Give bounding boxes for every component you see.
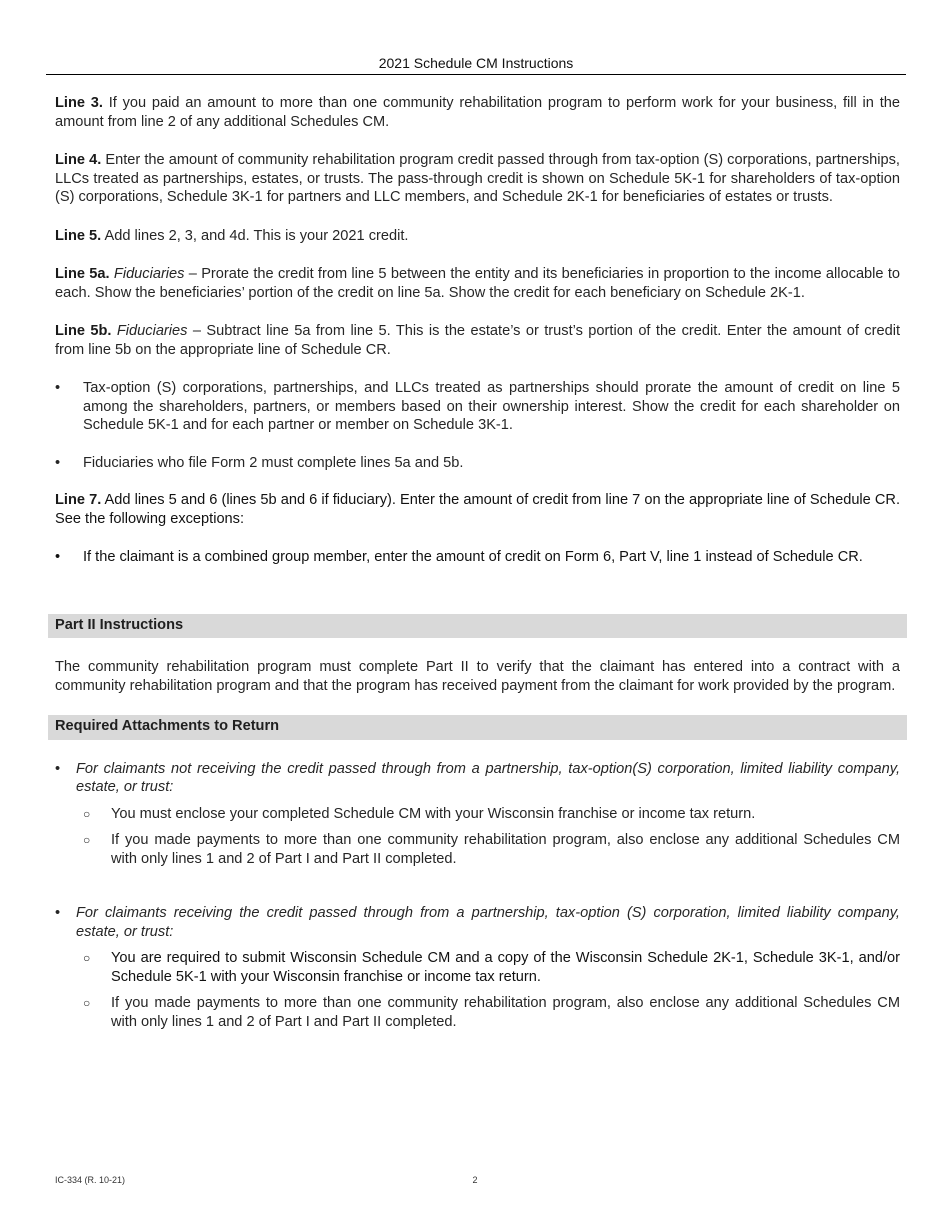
line-3-text: If you paid an amount to more than one community rehabilitation program to perform work for your business, fill in the amount from line 2 of any additional Schedules CM. bbox=[55, 95, 900, 130]
line-5-label: Line 5. bbox=[55, 227, 102, 244]
page-header: 2021 Schedule CM Instructions bbox=[46, 55, 906, 75]
line-5b-italic: Fiduciaries bbox=[116, 323, 188, 339]
list-item bbox=[55, 379, 900, 435]
list-item bbox=[55, 949, 900, 986]
part-2-heading: Part II Instructions bbox=[48, 614, 907, 639]
circle-bullet-icon: ○ bbox=[83, 951, 91, 965]
line-5b-label: Line 5b. bbox=[55, 323, 112, 339]
sub-item-text: You must enclose your completed Schedule CM with your Wisconsin franchise or income tax return. bbox=[111, 805, 756, 822]
bullet-icon: • bbox=[55, 905, 61, 921]
list-item bbox=[55, 831, 900, 868]
line-5b-text: – Subtract line 5a from line 5. This is the estate’s or trust’s portion of the credit. Enter the amount of credit from line 5b on the appropriate line of Schedule CR. bbox=[55, 323, 900, 358]
attachment-group bbox=[55, 904, 900, 1031]
line-5-text: Add lines 2, 3, and 4d. This is your 2021 credit. bbox=[104, 227, 409, 244]
bullet-text: Tax-option (S) corporations, partnerships, and LLCs treated as partnerships should prorate the amount of credit on line 5 among the shareholders, partners, or members based on their ownership interest. Show the credit for each shareholder on Schedule 5K-1 and for each partner or member on Schedule 3K-1. bbox=[83, 380, 900, 433]
attachment-group-lead: For claimants receiving the credit passed through from a partnership, tax-option (S) corporation, limited liability company, estate, or trust: bbox=[76, 905, 900, 940]
bullet-icon: • bbox=[55, 380, 61, 396]
line-5a-italic: Fiduciaries bbox=[113, 266, 185, 282]
line-4-label: Line 4. bbox=[55, 152, 102, 168]
sub-item-text: If you made payments to more than one community rehabilitation program, also enclose any additional Schedules CM with only lines 1 and 2 of Part I and Part II completed. bbox=[111, 995, 900, 1030]
bullet-text: If the claimant is a combined group member, enter the amount of credit on Form 6, Part V, line 1 instead of Schedule CR. bbox=[83, 549, 863, 565]
line-3-paragraph bbox=[55, 94, 900, 131]
attachments-heading: Required Attachments to Return bbox=[48, 715, 907, 740]
line-7-text: Add lines 5 and 6 (lines 5b and 6 if fiduciary). Enter the amount of credit from line 7 on the appropriate line of Schedule CR. See the following exceptions: bbox=[55, 492, 900, 527]
attachment-group bbox=[55, 760, 900, 869]
bullet-icon: • bbox=[55, 454, 61, 471]
page-number: 2 bbox=[472, 1175, 478, 1185]
circle-bullet-icon: ○ bbox=[83, 996, 91, 1010]
line-3-label: Line 3. bbox=[55, 95, 103, 111]
line-5-paragraph bbox=[55, 227, 900, 246]
line-5a-paragraph bbox=[55, 265, 900, 302]
bullet-text: Fiduciaries who file Form 2 must complete lines 5a and 5b. bbox=[83, 454, 464, 471]
sub-item-text: You are required to submit Wisconsin Schedule CM and a copy of the Wisconsin Schedule 2K-1, Schedule 3K-1, and/or Schedule 5K-1 with your Wisconsin franchise or income tax return. bbox=[111, 950, 900, 985]
line-7-paragraph bbox=[55, 491, 900, 528]
line-4-text: Enter the amount of community rehabilitation program credit passed through from tax-option (S) corporations, partnerships, LLCs treated as partnerships, estates, or trusts. The pass-through credit is shown on Schedule 5K-1 for shareholders of tax-option (S) corporations, Schedule 3K-1 for partners and LLC members, and Schedule 2K-1 for beneficiaries of estates or trusts. bbox=[55, 152, 900, 205]
list-item bbox=[55, 548, 900, 567]
attachment-group-lead: For claimants not receiving the credit passed through from a partnership, tax-option(S) corporation, limited liability company, estate, or trust: bbox=[76, 760, 900, 795]
instructions-body bbox=[55, 94, 900, 1039]
circle-bullet-icon: ○ bbox=[83, 806, 91, 821]
line-7-label: Line 7. bbox=[55, 492, 102, 508]
line-5a-label: Line 5a. bbox=[55, 266, 110, 282]
sub-item-text: If you made payments to more than one community rehabilitation program, also enclose any additional Schedules CM with only lines 1 and 2 of Part I and Part II completed. bbox=[111, 832, 900, 867]
line-5b-paragraph bbox=[55, 322, 900, 359]
bullet-icon: • bbox=[55, 760, 61, 777]
bullet-icon: • bbox=[55, 549, 61, 565]
list-item bbox=[55, 994, 900, 1031]
part-2-paragraph: The community rehabilitation program must complete Part II to verify that the claimant has entered into a contract with a community rehabilitation program and that the program has received payment from the claimant for work provided by the program. bbox=[55, 659, 900, 694]
circle-bullet-icon: ○ bbox=[83, 833, 91, 847]
list-item bbox=[55, 805, 900, 824]
line-4-paragraph bbox=[55, 151, 900, 207]
line-5a-text: – Prorate the credit from line 5 between the entity and its beneficiaries in proportion to the income allocable to each. Show the beneficiaries’ portion of the credit on line 5a. Show the credit for each beneficiary on Schedule 2K-1. bbox=[55, 266, 901, 301]
list-item bbox=[55, 454, 900, 473]
form-id: IC-334 (R. 10-21) bbox=[55, 1175, 126, 1185]
